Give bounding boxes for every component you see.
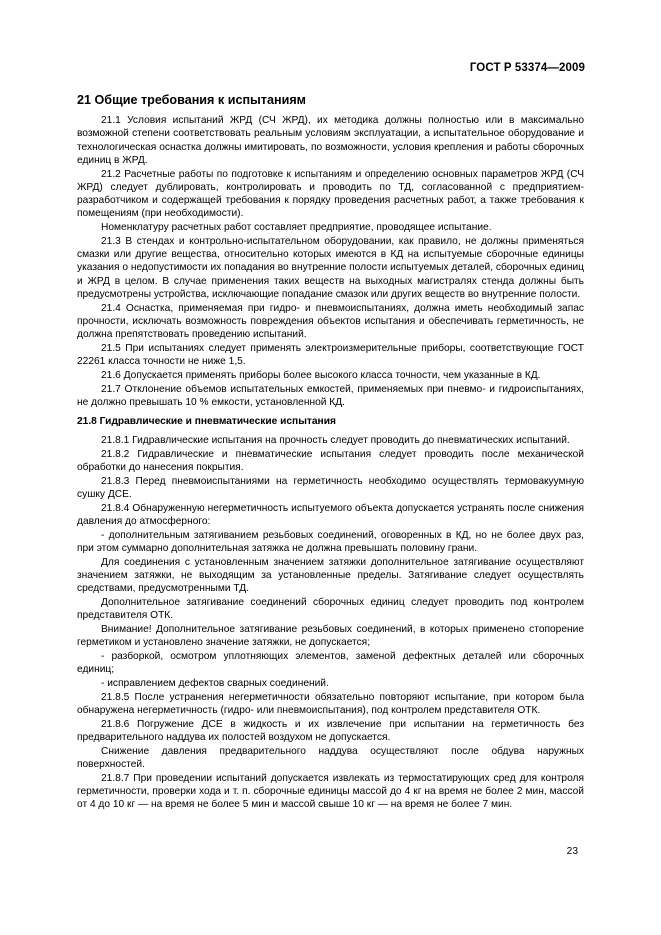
page-number: 23 [566, 846, 578, 857]
paragraph-21-6: 21.6 Допускается применять приборы более высокого класса точности, чем указанные в КД. [101, 369, 541, 381]
list-item-disassembly: - разборкой, осмотром уплотняющих элементов, заменой дефектных деталей или сборочных единиц; [77, 651, 584, 676]
paragraph-warning: Внимание! Дополнительное затягивание резьбовых соединений, в которых применено стопорение герметиком и установлено значение затяжки, не допускается; [77, 624, 584, 649]
paragraph-21-8-3: 21.8.3 Перед пневмоиспытаниями на герметичность необходимо осуществлять термовакуумную сушку ДСЕ. [77, 475, 584, 500]
paragraph-21-8-1: 21.8.1 Гидравлические испытания на прочность следует проводить до пневматических испытаний. [101, 435, 570, 446]
subsection-title: 21.8 Гидравлические и пневматические испытания [77, 416, 336, 427]
section-paragraphs [77, 114, 584, 409]
paragraph-tightening-limits: Для соединения с установленным значением затяжки дополнительное затягивание осуществляют значением затяжки, не выходящим за установленные пределы. Затягивание следует осуществлять средствами, предусмотренными ТД. [77, 556, 584, 595]
standard-header: ГОСТ Р 53374—2009 [469, 62, 585, 74]
paragraph-21-8-6: 21.8.6 Погружение ДСЕ в жидкость и их извлечение при испытании на герметичность без предварительного наддува их полостей воздухом не допускается. [77, 718, 584, 743]
list-item-tightening: - дополнительным затягиванием резьбовых соединений, оговоренных в КД, но не более двух раз, при этом суммарно дополнительная затяжка не должна превышать половину грани. [77, 529, 584, 554]
paragraph-21-5: 21.5 При испытаниях следует применять электроизмерительные приборы, соответствующие ГОСТ 22261 класса точности не ниже 1,5. [77, 342, 584, 367]
paragraph-pressure-relief: Снижение давления предварительного наддува осуществляют после обдува наружных поверхностей. [77, 745, 584, 770]
section-title: 21 Общие требования к испытаниям [77, 93, 306, 107]
paragraph-21-8-4: 21.8.4 Обнаруженную негерметичность испытуемого объекта допускается устранять после снижения давления до атмосферного: [77, 502, 584, 527]
document-content [77, 92, 584, 812]
paragraph-21-2: 21.2 Расчетные работы по подготовке к испытаниям и определению основных параметров ЖРД (СЧ ЖРД) следует дублировать, контролировать и проводить по ТД, согласованной с предприятием-разработчиком и содержащей требования к порядку проведения расчетных работ, а также требования к помещениям (при необходимости). [77, 168, 584, 220]
paragraph-21-8-7: 21.8.7 При проведении испытаний допускается извлекать из термостатирующих сред для контроля герметичности, проверки хода и т. п. сборочные единицы массой до 4 кг на время не более 2 мин, массой от 4 до 10 кг — на время не более 5 мин и массой свыше 10 кг — на время не более 7 мин. [77, 772, 584, 811]
paragraph-21-1: 21.1 Условия испытаний ЖРД (СЧ ЖРД), их методика должны полностью или в максимально возможной степени соответствовать реальным условиям эксплуатации, а испытательное оборудование и технологическая оснастка должны имитировать, по возможности, условия крепления и работы сборочных единиц в ЖРД. [77, 115, 584, 166]
paragraph-nomenclature: Номенклатуру расчетных работ составляет предприятие, проводящее испытание. [101, 222, 492, 233]
paragraph-21-7: 21.7 Отклонение объемов испытательных емкостей, применяемых при пневмо- и гидроиспытаниях, не должно превышать 10 % емкости, установленной КД. [77, 383, 584, 408]
paragraph-21-8-2: 21.8.2 Гидравлические и пневматические испытания следует проводить после механической обработки до нанесения покрытия. [77, 448, 584, 473]
paragraph-21-4: 21.4 Оснастка, применяемая при гидро- и пневмоиспытаниях, должна иметь необходимый запас прочности, исключать возможность повреждения объектов испытания и обеспечивать герметичность, не должна препятствовать проведению испытаний. [77, 302, 584, 340]
list-item-weld-repair: - исправлением дефектов сварных соединений. [101, 678, 329, 689]
paragraph-otk-control: Дополнительное затягивание соединений сборочных единиц следует проводить под контролем представителя ОТК. [77, 597, 584, 622]
paragraph-21-3: 21.3 В стендах и контрольно-испытательном оборудовании, как правило, не должны применяться смазки или другие вещества, относительно которых имеются в КД на испытуемые сборочные единицы указания о недопустимости их попадания во внутренние полости испытуемых деталей, сборочных единиц и ЖРД в целом. В случае применения таких веществ на выходных магистралях стенда должны быть предусмотрены устройства, исключающие попадание смазок или других веществ во внутренние полости. [77, 235, 584, 300]
subsection-paragraphs [77, 434, 584, 812]
paragraph-21-8-5: 21.8.5 После устранения негерметичности обязательно повторяют испытание, при котором была обнаружена негерметичность (гидро- или пневмоиспытания), под контролем представителя ОТК. [77, 691, 584, 716]
